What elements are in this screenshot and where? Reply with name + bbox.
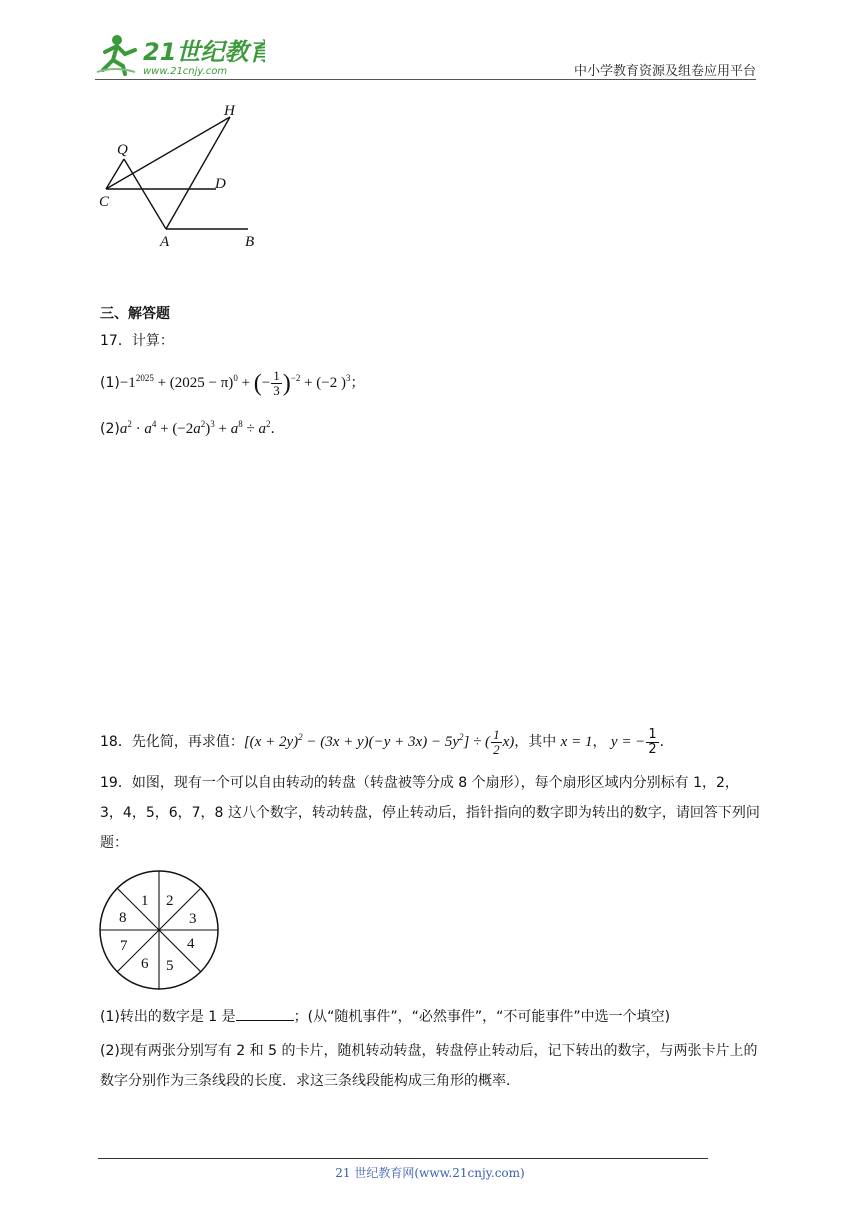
label-h: H bbox=[224, 103, 235, 119]
sector-1: 1 bbox=[141, 893, 149, 909]
answer-blank[interactable] bbox=[236, 1006, 294, 1021]
sector-5: 5 bbox=[166, 958, 174, 974]
spinner-wheel bbox=[97, 868, 221, 992]
question-17-stem: 17．计算： bbox=[100, 333, 174, 349]
question-18: 18．先化简，再求值：$[(x + 2y)^2 - (3x + y)(-y + 3x) - 5y^2]$ ÷ ( $\frac{1}{2}$ x)，其中 x = 1， y = − $\frac{1}{2}$ ． bbox=[100, 726, 674, 758]
question-17-part-2: $(2)a^2 \cdot a^4 + (-2a^2)^3 + a^8 \div a^2$． bbox=[100, 419, 285, 437]
question-19-part-2: (2)现有两张分别写有 2 和 5 的卡片，随机转动转盘，转盘停止转动后，记下转出的数字，与两张卡片上的数字分别作为三条线段的长度．求这三条线段能构成三角形的概率． bbox=[100, 1043, 758, 1089]
line-ha bbox=[166, 117, 230, 229]
label-a: A bbox=[160, 234, 170, 250]
logo-text: 21世纪教育 bbox=[143, 38, 265, 66]
sector-6: 6 bbox=[141, 956, 149, 972]
footer-divider bbox=[98, 1158, 708, 1159]
geometry-figure bbox=[98, 98, 268, 258]
question-17-part-1: $(1)-1^{2025} + (2025 - \pi)^0$ + (− $\frac{1}{3}$ )$^{-2}$ + (−2 )$^3$； bbox=[100, 368, 365, 399]
logo bbox=[95, 32, 265, 78]
sector-4: 4 bbox=[187, 936, 195, 952]
label-q: Q bbox=[117, 142, 128, 158]
sector-8: 8 bbox=[119, 910, 127, 926]
sector-3: 3 bbox=[189, 911, 197, 927]
sector-2: 2 bbox=[166, 893, 174, 909]
label-d: D bbox=[215, 176, 226, 192]
logo-url: www.21cnjy.com bbox=[143, 66, 228, 77]
question-19-stem: 19．如图，现有一个可以自由转动的转盘（转盘被等分成 8 个扇形），每个扇形区域内分别标有 1，2，3，4，5，6，7，8 这八个数字，转动转盘，停止转动后，指针指向的数字即为转出的数字，请回答下列问题： bbox=[100, 775, 760, 851]
footer-text: 21 世纪教育网(www.21cnjy.com) bbox=[335, 1166, 525, 1180]
header-divider bbox=[95, 79, 756, 80]
sector-7: 7 bbox=[120, 938, 128, 954]
runner-icon bbox=[97, 35, 135, 74]
line-qa bbox=[124, 159, 166, 229]
platform-name: 中小学教育资源及组卷应用平台 bbox=[573, 64, 756, 79]
label-c: C bbox=[99, 194, 110, 210]
section-title: 三、解答题 bbox=[100, 306, 170, 322]
question-19-part-1: (1)转出的数字是 1 是 ；(从“随机事件”，“必然事件”，“不可能事件”中选一个填空) bbox=[100, 1006, 670, 1028]
label-b: B bbox=[245, 234, 255, 250]
